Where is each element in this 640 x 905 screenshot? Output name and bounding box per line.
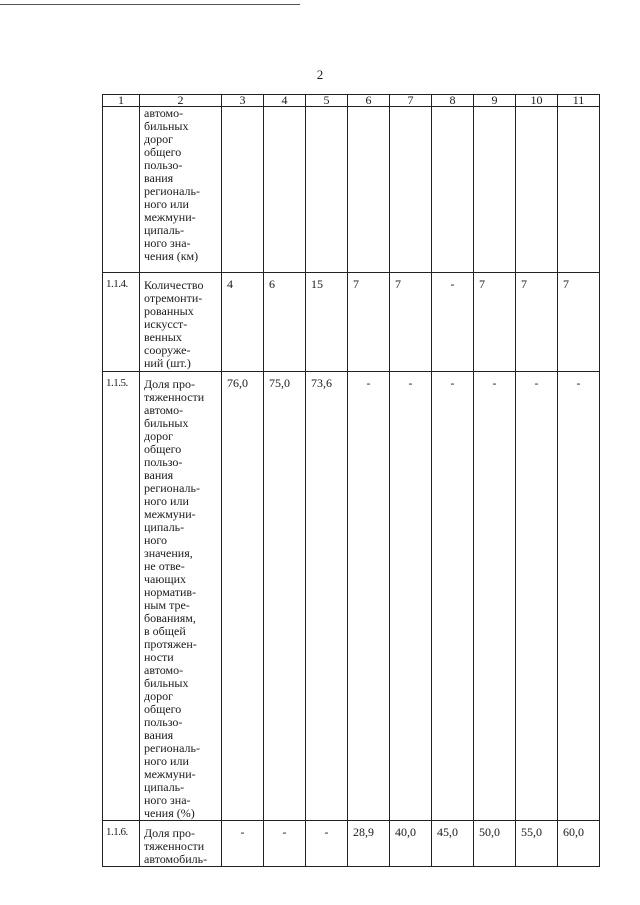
value-cell: -	[558, 372, 600, 821]
value-cell: 7	[348, 273, 390, 372]
indicators-table	[102, 94, 600, 867]
header-cell: 3	[222, 95, 264, 107]
value-cell: 75,0	[264, 372, 306, 821]
value-cell	[348, 107, 390, 273]
value-cell: -	[432, 372, 474, 821]
value-cell: 76,0	[222, 372, 264, 821]
page-number: 2	[316, 67, 324, 82]
row-number	[103, 107, 140, 273]
table-row	[103, 273, 600, 372]
value-cell	[222, 107, 264, 273]
value-cell: -	[306, 821, 348, 867]
value-cell	[390, 107, 432, 273]
indicator-name: автомо- бильных дорог общего пользо- вания региональ- ного или межмуни- ципаль- ного зна- чения (км)	[140, 107, 222, 273]
top-rule	[0, 0, 300, 5]
table-row	[103, 372, 600, 821]
value-cell	[306, 107, 348, 273]
value-cell: 4	[222, 273, 264, 372]
value-cell: -	[222, 821, 264, 867]
value-cell: -	[264, 821, 306, 867]
value-cell: 73,6	[306, 372, 348, 821]
value-cell: 55,0	[516, 821, 558, 867]
value-cell	[474, 107, 516, 273]
value-cell	[432, 107, 474, 273]
value-cell: -	[390, 372, 432, 821]
header-cell: 8	[432, 95, 474, 107]
value-cell: -	[516, 372, 558, 821]
value-cell: -	[348, 372, 390, 821]
row-number: 1.1.4.	[103, 273, 140, 372]
value-cell: 7	[558, 273, 600, 372]
value-cell: 6	[264, 273, 306, 372]
table-header-row	[103, 95, 600, 107]
header-cell: 4	[264, 95, 306, 107]
table-row	[103, 821, 600, 867]
header-cell: 5	[306, 95, 348, 107]
value-cell: 60,0	[558, 821, 600, 867]
value-cell	[558, 107, 600, 273]
value-cell: 7	[390, 273, 432, 372]
indicator-name: Доля про- тяженности автомо- бильных дорог общего пользо- вания региональ- ного или межмуни- ципаль- ного значения, не отве- чающих норматив- ным тре- бованиям, в общей протяжен- ности автомо- бильных дорог общего пользо- вания региональ- ного или межмуни- ципаль- ного зна- чения (%)	[140, 372, 222, 821]
value-cell: 40,0	[390, 821, 432, 867]
header-cell: 11	[558, 95, 600, 107]
value-cell: 50,0	[474, 821, 516, 867]
header-cell: 6	[348, 95, 390, 107]
value-cell: -	[432, 273, 474, 372]
header-cell: 10	[516, 95, 558, 107]
header-cell: 9	[474, 95, 516, 107]
table-row	[103, 107, 600, 273]
value-cell: 45,0	[432, 821, 474, 867]
header-cell: 2	[140, 95, 222, 107]
value-cell: 7	[516, 273, 558, 372]
value-cell: 28,9	[348, 821, 390, 867]
row-number: 1.1.6.	[103, 821, 140, 867]
row-number: 1.1.5.	[103, 372, 140, 821]
value-cell: 7	[474, 273, 516, 372]
indicator-name: Количество отремонти- рованных искусст- венных сооруже- ний (шт.)	[140, 273, 222, 372]
value-cell	[516, 107, 558, 273]
value-cell: -	[474, 372, 516, 821]
indicator-name: Доля про- тяженности автомобиль-	[140, 821, 222, 867]
value-cell: 15	[306, 273, 348, 372]
header-cell: 1	[103, 95, 140, 107]
header-cell: 7	[390, 95, 432, 107]
value-cell	[264, 107, 306, 273]
